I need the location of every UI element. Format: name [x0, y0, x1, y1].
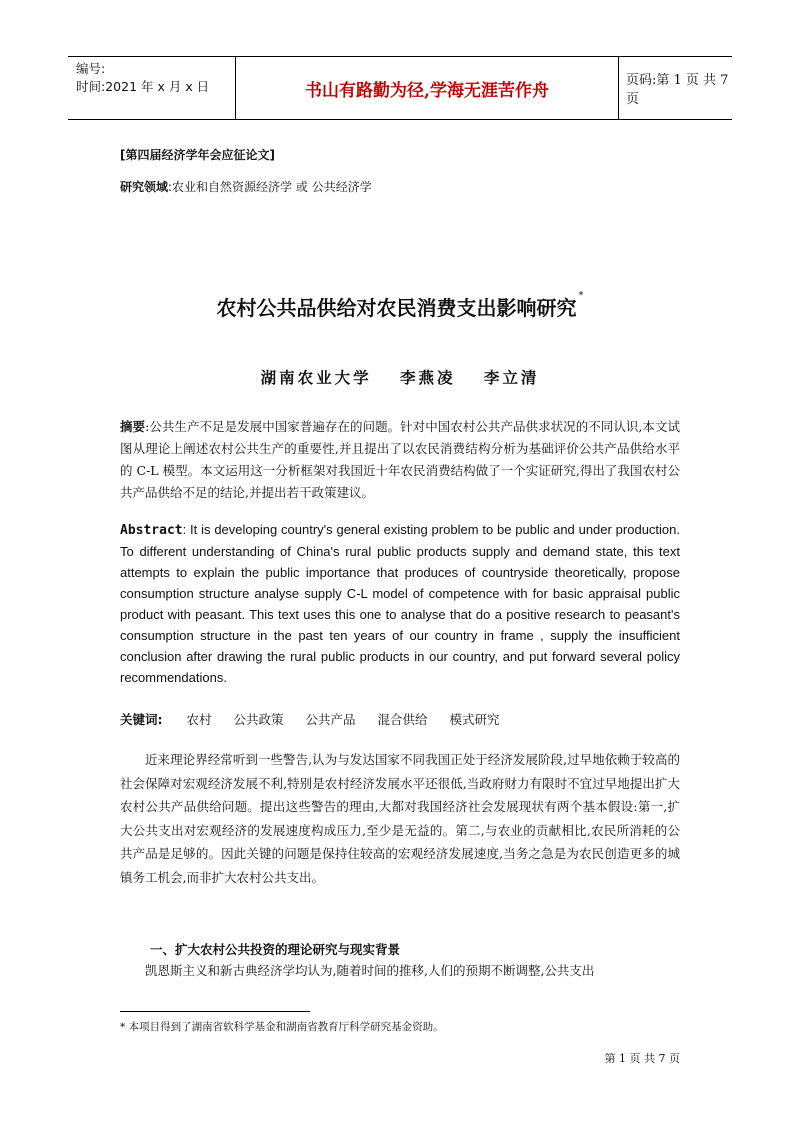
- paper-title: [0, 292, 800, 321]
- keyword-item: 农村: [186, 712, 212, 727]
- keywords: [120, 710, 518, 728]
- research-field-label: 研究领域: [120, 180, 169, 194]
- keyword-item: 混合供给: [377, 712, 428, 727]
- research-field-value: :农业和自然资源经济学 或 公共经济学: [168, 180, 372, 194]
- author-line: [0, 366, 800, 388]
- keyword-item: 公共产品: [305, 712, 356, 727]
- intro-paragraph: 近来理论界经常听到一些警告,认为与发达国家不同我国正处于经济发展阶段,过早地依赖于较高的社会保障对宏观经济发展不利,特别是农村经济发展水平还很低,当政府财力有限时不宜过早地提出扩大农村公共产品供给问题。提出这些警告的理由,大都对我国经济社会发展现状有两个基本假设:第一,扩大公共支出对宏观经济的发展速度构成压力,至少是无益的。第二,与农业的贡献相比,农民所消耗的公共产品是足够的。因此关键的问题是保持住较高的宏观经济发展速度,当务之急是为农民创造更多的城镇务工机会,而非扩大农村公共支出。: [120, 752, 680, 885]
- abstract-en: [120, 519, 680, 688]
- header-info-cell: [68, 57, 236, 119]
- author-2: 李立清: [483, 368, 540, 387]
- abstract-cn-text: :公共生产不足是发展中国家普遍存在的问题。针对中国农村公共产品供求状况的不同认识,本文试图从理论上阐述农村公共生产的重要性,并且提出了以农民消费结构分析为基础评价公共产品供给水平的 C-L 模型。本文运用这一分析框架对我国近十年农民消费结构做了一个实证研究,得出了我国农村公共产品供给不足的结论,并提出若干政策建议。: [120, 419, 680, 500]
- keywords-label: 关键词:: [120, 712, 163, 727]
- author-1: 李燕凌: [399, 368, 456, 387]
- affiliation: 湖南农业大学: [260, 368, 372, 387]
- footnote: * 本项目得到了湖南省软科学基金和湖南省教育厅科学研究基金资助。: [120, 1021, 444, 1033]
- contest-tag: [第四届经济学年会应征论文]: [120, 148, 275, 162]
- keyword-item: 公共政策: [233, 712, 284, 727]
- section-1-paragraph: 凯恩斯主义和新古典经济学均认为,随着时间的推移,人们的预期不断调整,公共支出: [145, 963, 595, 978]
- time-label: 时间:2021 年 x 月 x 日: [76, 79, 210, 94]
- abstract-en-text: : It is developing country's general existing problem to be public and under production. To different understanding of China's rural public products supply and demand state, this text attempts to explain the public importance that produces of countryside theoretically, propose consumption structure analyse supply C-L model of competence with for basic appraisal public product with peasant. This text uses this one to analyse that do a positive research to peasant's consumption structure in the past ten years of our country in frame , supply the insufficient conclusion after drawing the rural public products in our country, and put forward several policy recommendations.: [120, 522, 680, 685]
- title-footnote-mark: *: [578, 290, 584, 301]
- abstract-cn: [120, 416, 680, 504]
- research-field: [120, 178, 372, 195]
- section-1-heading: 一、扩大农村公共投资的理论研究与现实背景: [150, 942, 401, 957]
- header-motto: 书山有路勤为径,学海无涯苦作舟: [236, 57, 619, 119]
- abstract-cn-label: 摘要: [120, 419, 146, 434]
- paper-title-text: 农村公共品供给对农民消费支出影响研究: [216, 296, 577, 320]
- page-header: [68, 56, 732, 120]
- footnote-divider: [120, 1011, 310, 1012]
- header-page-label: 页码:第 1 页 共 7 页: [626, 73, 729, 107]
- page-footer: 第 1 页 共 7 页: [604, 1052, 680, 1065]
- keyword-item: 模式研究: [449, 712, 500, 727]
- number-label: 编号:: [76, 61, 106, 76]
- abstract-en-label: Abstract: [120, 523, 183, 538]
